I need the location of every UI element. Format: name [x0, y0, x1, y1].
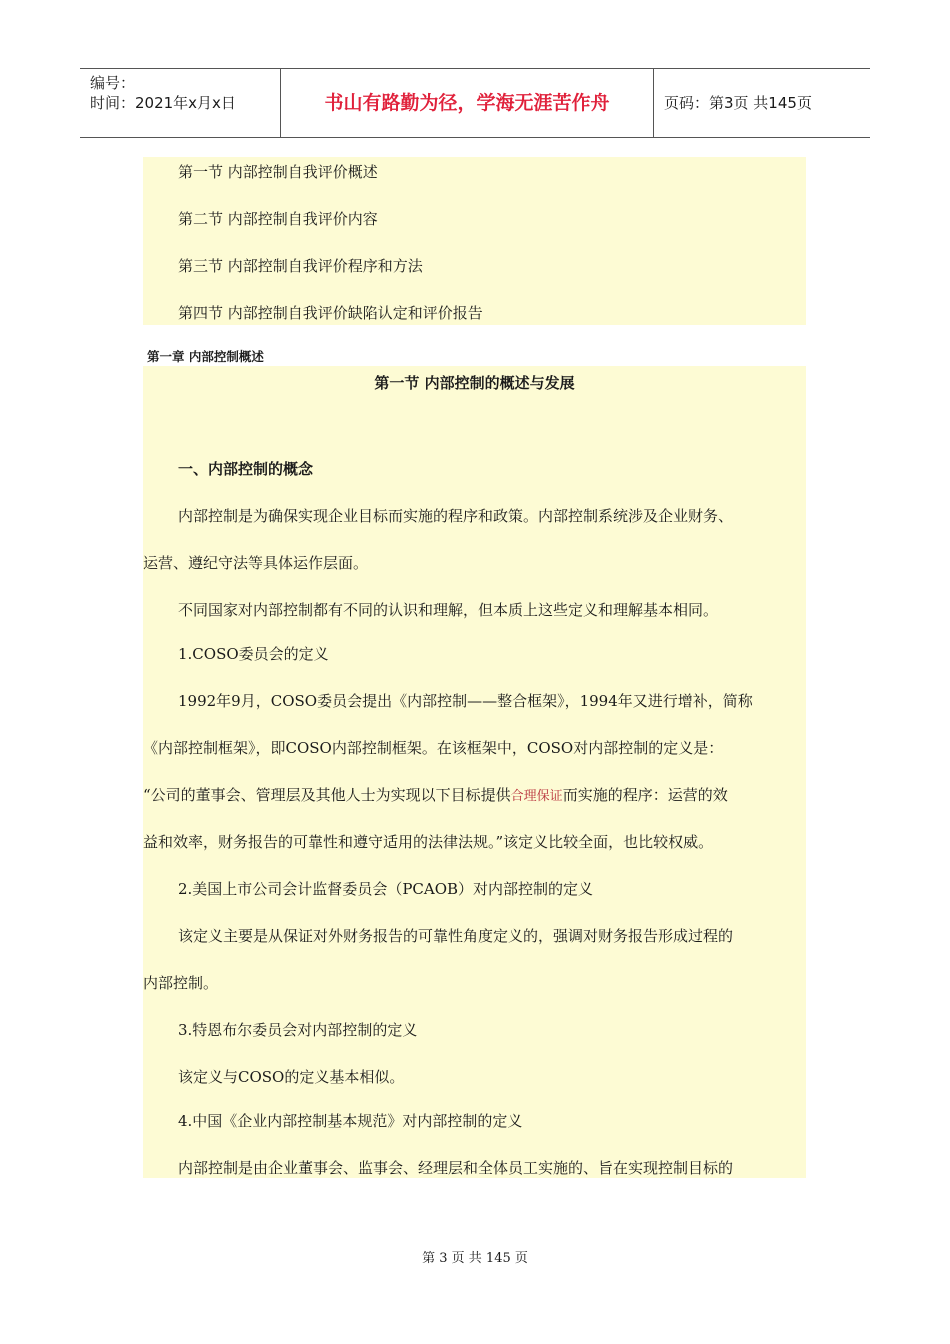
paragraph-line: 内部控制是由企业董事会、监事会、经理层和全体员工实施的、旨在实现控制目标的	[178, 1159, 734, 1177]
chapter-title: 第一章 内部控制概述	[147, 349, 264, 364]
subheading-coso: 1.COSO委员会的定义	[178, 645, 329, 663]
highlighted-term: 合理保证	[510, 789, 563, 804]
text-span: “公司的董事会、管理层及其他人士为实现以下目标提供	[143, 786, 511, 804]
paragraph-line: 内部控制是为确保实现企业目标而实施的程序和政策。内部控制系统涉及企业财务、	[178, 507, 734, 525]
subheading-china: 4.中国《企业内部控制基本规范》对内部控制的定义	[178, 1112, 523, 1130]
paragraph-line: 1992年9月，COSO委员会提出《内部控制——整合框架》，1994年又进行增补，简称	[178, 692, 753, 710]
table-of-contents	[143, 157, 806, 325]
header-motto: 书山有路勤为径，学海无涯苦作舟	[281, 69, 654, 137]
paragraph-line: 益和效率，财务报告的可靠性和遵守适用的法律法规。”该定义比较全面，也比较权威。	[143, 833, 714, 851]
time-label: 时间：2021年x月x日	[90, 94, 236, 112]
paragraph-line: 不同国家对内部控制都有不同的认识和理解，但本质上这些定义和理解基本相同。	[178, 601, 719, 619]
text-span: 而实施的程序：运营的效	[562, 786, 728, 804]
page-footer: 第 3 页 共 145 页	[422, 1251, 528, 1266]
main-content	[143, 366, 806, 1178]
header-page-number: 页码：第3页 共145页	[664, 94, 812, 112]
toc-item: 第二节 内部控制自我评价内容	[178, 210, 378, 228]
header-meta	[80, 69, 281, 137]
paragraph-line	[143, 784, 728, 808]
paragraph-line: 该定义与COSO的定义基本相似。	[178, 1068, 405, 1086]
paragraph-line: 运营、遵纪守法等具体运作层面。	[143, 554, 369, 572]
toc-item: 第三节 内部控制自我评价程序和方法	[178, 257, 423, 275]
toc-item: 第一节 内部控制自我评价概述	[178, 163, 378, 181]
number-label: 编号：	[90, 74, 136, 92]
toc-item: 第四节 内部控制自我评价缺陷认定和评价报告	[178, 304, 483, 322]
heading-concept: 一、内部控制的概念	[178, 460, 314, 478]
paragraph-line: 内部控制。	[143, 974, 219, 992]
section-title: 第一节 内部控制的概述与发展	[374, 374, 575, 392]
page-header	[80, 68, 870, 138]
paragraph-line: 该定义主要是从保证对外财务报告的可靠性角度定义的，强调对财务报告形成过程的	[178, 927, 734, 945]
subheading-turnbull: 3.特恩布尔委员会对内部控制的定义	[178, 1021, 418, 1039]
paragraph-line: 《内部控制框架》，即COSO内部控制框架。在该框架中，COSO对内部控制的定义是：	[143, 739, 724, 757]
subheading-pcaob: 2.美国上市公司会计监督委员会（PCAOB）对内部控制的定义	[178, 880, 594, 898]
